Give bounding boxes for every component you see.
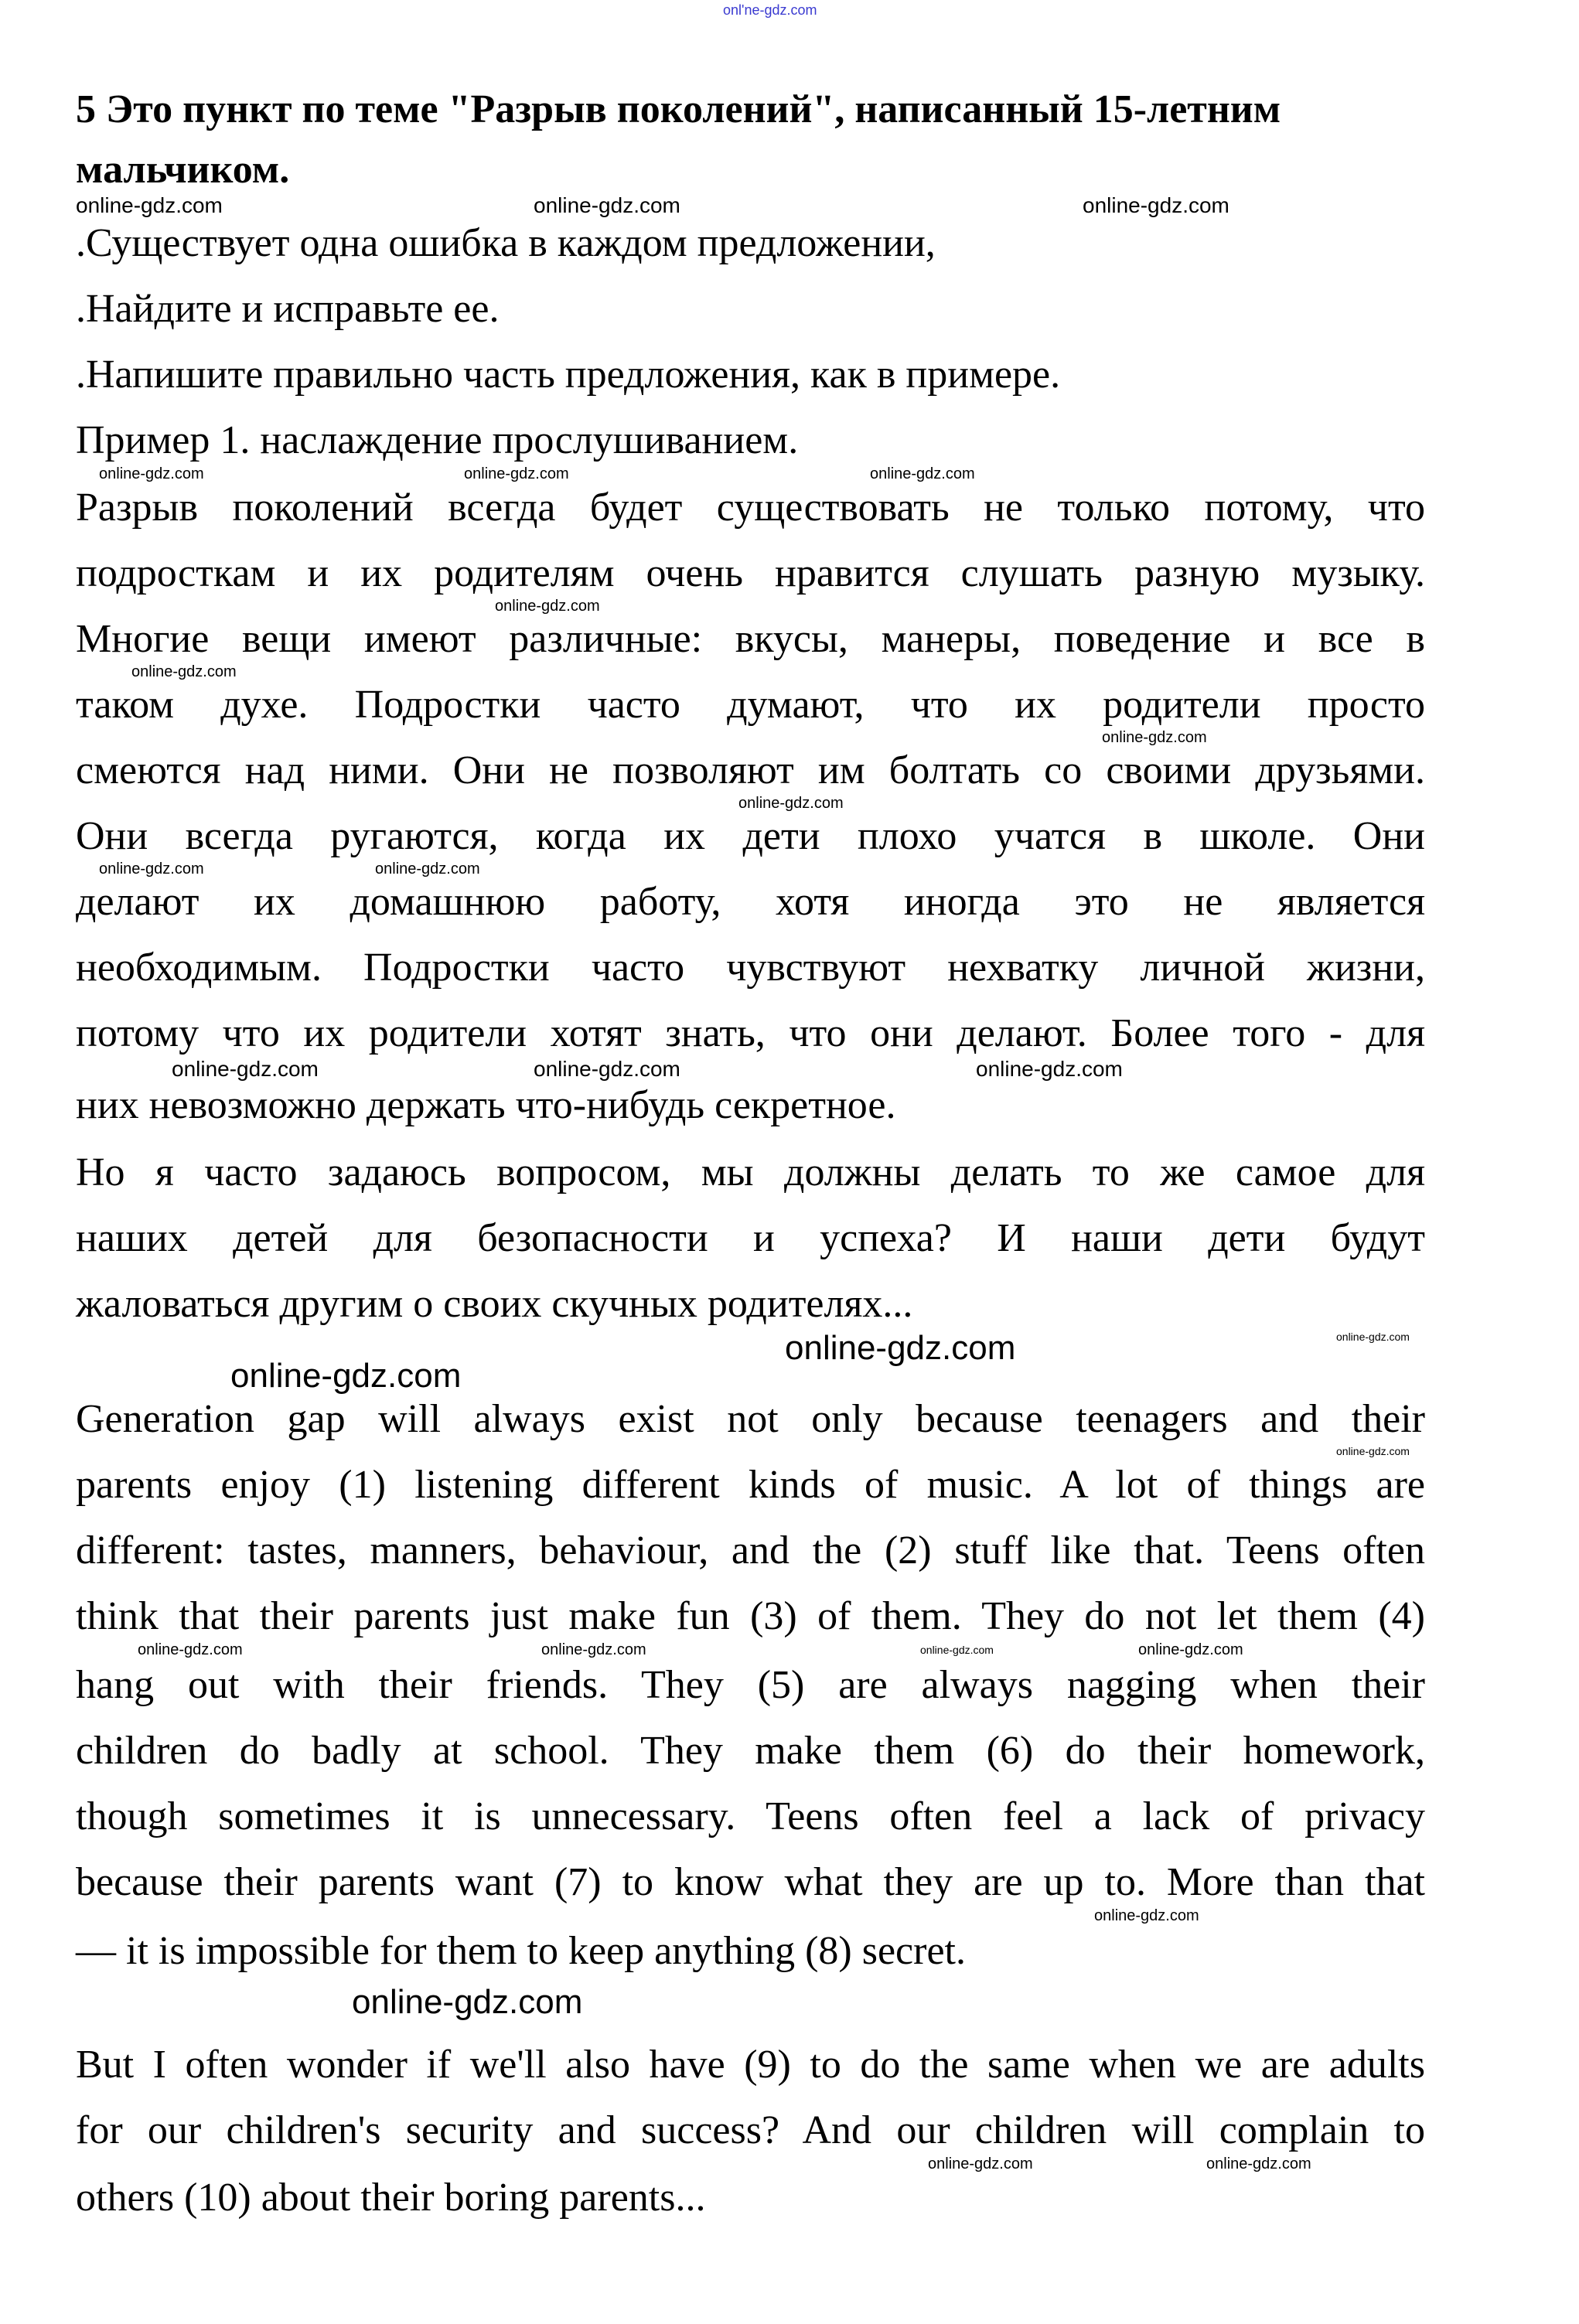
en-p2-line-last: others (10) about their boring parents... (76, 2176, 706, 2220)
ru-p2-line: наших детей для безопасности и успеха? И наши дети будут (76, 1216, 1425, 1260)
ru-p1-line: таком духе. Подростки часто думают, что их родители просто (76, 683, 1425, 727)
watermark: online-gdz.com (1336, 1331, 1410, 1343)
watermark: online-gdz.com (870, 465, 975, 482)
ru-p1-line: делают их домашнюю работу, хотя иногда это не является (76, 880, 1425, 924)
ru-p1-line: смеются над ними. Они не позволяют им болтать со своими друзьями. (76, 748, 1425, 792)
en-p1-line: because their parents want (7) to know what they are up to. More than that (76, 1860, 1425, 1904)
ru-p1-line-last: них невозможно держать что-нибудь секретное. (76, 1083, 896, 1127)
en-p2-line: for our children's security and success? And our children will complain to (76, 2108, 1425, 2152)
ru-p1-line: необходимым. Подростки часто чувствуют нехватку личной жизни, (76, 946, 1425, 990)
watermark: online-gdz.com (495, 598, 600, 615)
watermark: online-gdz.com (1138, 1641, 1243, 1658)
instruction-1: .Существует одна ошибка в каждом предложении, (76, 221, 936, 265)
en-p1-line: children do badly at school. They make them (6) do their homework, (76, 1729, 1425, 1773)
example-line: Пример 1. наслаждение прослушиванием. (76, 418, 799, 462)
en-p1-line: Generation gap will always exist not only because teenagers and their (76, 1397, 1425, 1441)
watermark: online-gdz.com (1083, 193, 1229, 217)
watermark: online-gdz.com (230, 1357, 462, 1395)
watermark: online-gdz.com (534, 193, 680, 217)
instruction-2: .Найдите и исправьте ее. (76, 287, 500, 331)
watermark: online-gdz.com (534, 1057, 680, 1081)
instruction-3: .Напишите правильно часть предложения, как в примере. (76, 353, 1061, 397)
en-p2-line: But I often wonder if we'll also have (9) to do the same when we are adults (76, 2043, 1425, 2087)
ru-p2-line-last: жаловаться другим о своих скучных родителях... (76, 1282, 913, 1326)
watermark: online-gdz.com (76, 193, 223, 217)
watermark: online-gdz.com (375, 860, 480, 877)
watermark: online-gdz.com (352, 1983, 583, 2021)
ru-p1-line: подросткам и их родителям очень нравится слушать разную музыку. (76, 551, 1425, 595)
watermark: online-gdz.com (1336, 1445, 1410, 1457)
heading-line-2: мальчиком. (76, 148, 290, 192)
watermark: online-gdz.com (785, 1329, 1016, 1367)
ru-p2-line: Но я часто задаюсь вопросом, мы должны делать то же самое для (76, 1150, 1425, 1194)
watermark: online-gdz.com (976, 1057, 1123, 1081)
ru-p1-line: Они всегда ругаются, когда их дети плохо учатся в школе. Они (76, 814, 1425, 858)
watermark: online-gdz.com (541, 1641, 646, 1658)
ru-p1-line: потому что их родители хотят знать, что они делают. Более того - для (76, 1011, 1425, 1055)
en-p1-line: different: tastes, manners, behaviour, and the (2) stuff like that. Teens often (76, 1528, 1425, 1573)
watermark: online-gdz.com (131, 663, 237, 680)
watermark: online-gdz.com (1102, 729, 1207, 746)
watermark: online-gdz.com (138, 1641, 243, 1658)
en-p1-line: hang out with their friends. They (5) are always nagging when their (76, 1663, 1425, 1707)
watermark: online-gdz.com (172, 1057, 319, 1081)
watermark: online-gdz.com (1206, 2155, 1311, 2172)
watermark: online-gdz.com (99, 860, 204, 877)
heading-line-1: 5 Это пункт по теме "Разрыв поколений", написанный 15-летним (76, 87, 1281, 131)
watermark: online-gdz.com (738, 795, 844, 812)
watermark: online-gdz.com (920, 1644, 994, 1656)
en-p1-line: though sometimes it is unnecessary. Teens often feel a lack of privacy (76, 1794, 1425, 1838)
watermark: online-gdz.com (99, 465, 204, 482)
ru-p1-line: Многие вещи имеют различные: вкусы, манеры, поведение и все в (76, 617, 1425, 661)
en-p1-line: parents enjoy (1) listening different kinds of music. A lot of things are (76, 1463, 1425, 1507)
en-p1-line: think that their parents just make fun (3) of them. They do not let them (4) (76, 1594, 1425, 1638)
ru-p1-line: Разрыв поколений всегда будет существовать не только потому, что (76, 486, 1425, 530)
en-p1-line-last: — it is impossible for them to keep anything (8) secret. (76, 1929, 966, 1973)
watermark: online-gdz.com (464, 465, 569, 482)
watermark-top: onl'ne-gdz.com (723, 2, 817, 18)
watermark: online-gdz.com (1094, 1907, 1199, 1924)
watermark: online-gdz.com (928, 2155, 1033, 2172)
